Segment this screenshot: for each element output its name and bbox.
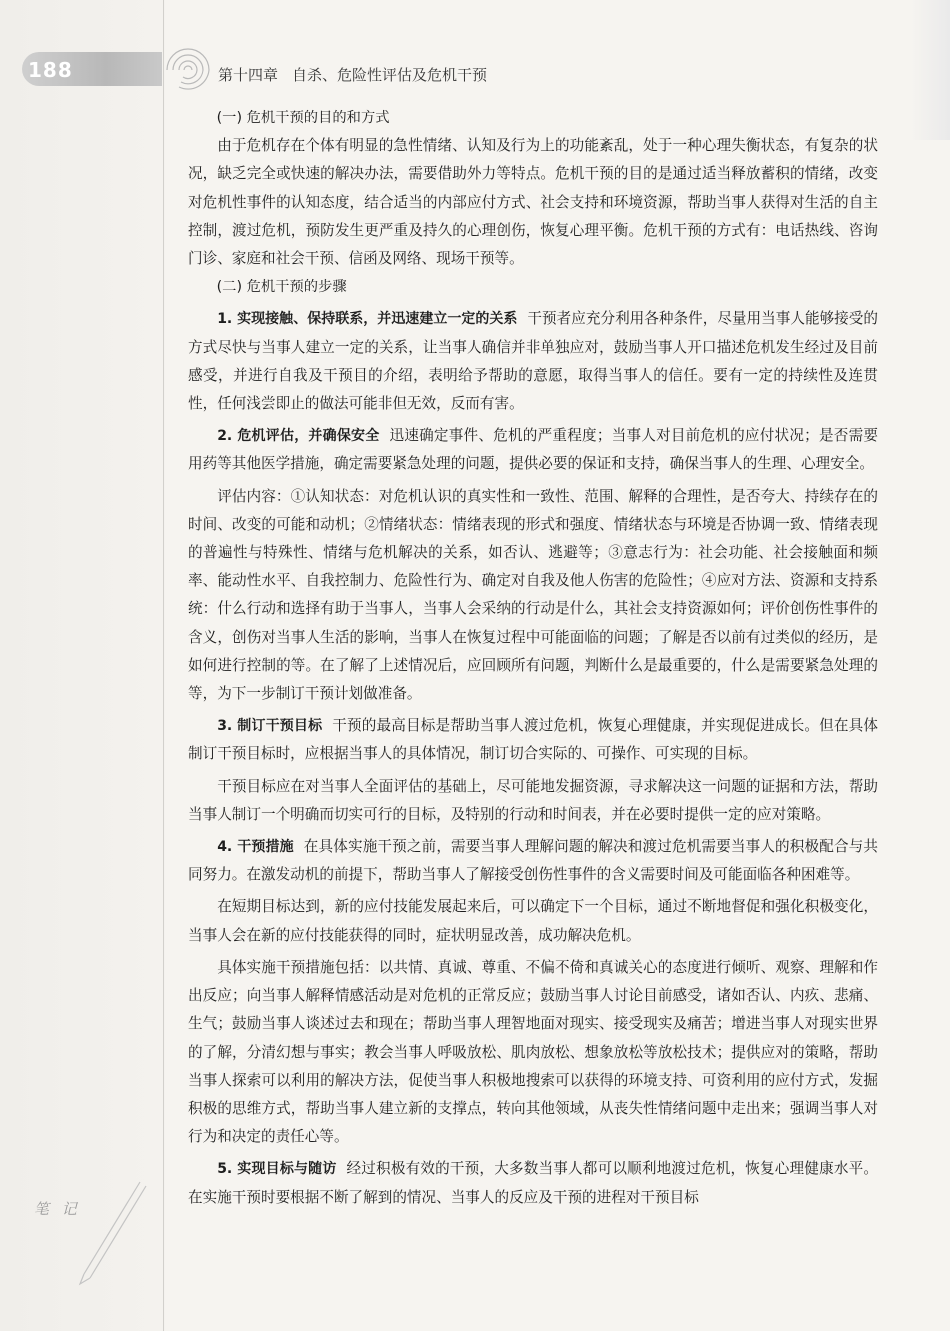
step-title: 1. 实现接触、保持联系，并迅速建立一定的关系 (217, 311, 518, 328)
step-text: 经过积极有效的干预，大多数当事人都可以顺利地渡过危机，恢复心理健康水平。在实施干预时要根据不断了解到的情况、当事人的反应及干预的进程对干预目标 (188, 1160, 878, 1206)
step-paragraph (188, 1155, 878, 1211)
step-paragraph (188, 833, 878, 889)
paragraph: 干预目标应在对当事人全面评估的基础上，尽可能地发掘资源，寻求解决这一问题的证据和方法，帮助当事人制订一个明确而切实可行的目标，及特别的行动和时间表，并在必要时提供一定的应对策略。 (188, 777, 878, 823)
step-paragraph (188, 712, 878, 768)
step-text: 在具体实施干预之前，需要当事人理解问题的解决和渡过危机需要当事人的积极配合与共同努力。在激发动机的前提下，帮助当事人了解接受创伤性事件的含义需要时间及可能面临各种困难等。 (188, 838, 878, 884)
step-title: 3. 制订干预目标 (217, 718, 323, 735)
pen-illustration-icon (70, 1178, 150, 1288)
left-margin (0, 0, 165, 1331)
step-text: 干预者应充分利用各种条件，尽量用当事人能够接受的方式尽快与当事人建立一定的关系，让当事人确信并非单独应对，鼓励当事人开口描述危机发生经过及目前感受，并进行自我及干预目的介绍，表明给予帮助的意愿，取得当事人的信任。要有一定的持续性及连贯性，任何浅尝即止的做法可能非但无效，反而有害。 (188, 310, 878, 413)
step-paragraph (188, 305, 878, 418)
step-paragraph (188, 422, 878, 478)
step-text: 干预的最高目标是帮助当事人渡过危机，恢复心理健康，并实现促进成长。但在具体制订干预目标时，应根据当事人的具体情况，制订切合实际的、可操作、可实现的目标。 (188, 717, 878, 763)
margin-divider (163, 0, 164, 1331)
running-header (218, 64, 487, 85)
step-title: 2. 危机评估，并确保安全 (217, 428, 380, 445)
paragraph: 评估内容：①认知状态：对危机认识的真实性和一致性、范围、解释的合理性，是否夸大、持续存在的时间、改变的可能和动机；②情绪状态：情绪表现的形式和强度、情绪状态与环境是否协调一致、情绪表现的普遍性与特殊性、情绪与危机解决的关系，如否认、逃避等；③意志行为：社会功能、社会接触面和频率、能动性水平、自我控制力、危险性行为、确定对自我及他人伤害的危险性；④应对方法、资源和支持系统：什么行动和选择有助于当事人，当事人会采纳的行动是什么，其社会支持资源如何；评价创伤性事件的含义，创伤对当事人生活的影响，当事人在恢复过程中可能面临的问题；了解是否以前有过类似的经历，是如何进行控制的等。在了解了上述情况后，应回顾所有问题，判断什么是最重要的，什么是需要紧急处理的等，为下一步制订干预计划做准备。 (188, 487, 878, 703)
step-text: 迅速确定事件、危机的严重程度；当事人对目前危机的应付状况；是否需要用药等其他医学措施，确定需要紧急处理的问题，提供必要的保证和支持，确保当事人的生理、心理安全。 (188, 427, 878, 473)
swirl-ornament-icon (158, 40, 218, 100)
paragraph: 由于危机存在个体有明显的急性情绪、认知及行为上的功能紊乱，处于一种心理失衡状态，有复杂的状况，缺乏完全或快速的解决办法，需要借助外力等特点。危机干预的目的是通过适当释放蓄积的情绪，改变对危机性事件的认知态度，结合适当的内部应付方式、社会支持和环境资源，帮助当事人获得对生活的自主控制，渡过危机，预防发生更严重及持久的心理创伤，恢复心理平衡。危机干预的方式有：电话热线、咨询门诊、家庭和社会干预、信函及网络、现场干预等。 (188, 137, 878, 268)
step-title: 5. 实现目标与随访 (217, 1161, 337, 1178)
paragraph: 具体实施干预措施包括：以共情、真诚、尊重、不偏不倚和真诚关心的态度进行倾听、观察、理解和作出反应；向当事人解释情感活动是对危机的正常反应；鼓励当事人讨论目前感受，诸如否认、内疚、悲痛、生气；鼓励当事人谈述过去和现在；帮助当事人理智地面对现实、接受现实及痛苦；增进当事人对现实世界的了解，分清幻想与事实；教会当事人呼吸放松、肌肉放松、想象放松等放松技术；提供应对的策略，帮助当事人探索可以利用的解决方法，促使当事人积极地搜索可以获得的环境支持、可资利用的应付方式，发掘积极的思维方式，帮助当事人建立新的支撑点，转向其他领域，从丧失性情绪问题中走出来；强调当事人对行为和决定的责任心等。 (188, 958, 878, 1146)
body-text (188, 104, 878, 1212)
page-number: 188 (28, 58, 73, 82)
section-heading: (二) 危机干预的步骤 (216, 279, 347, 296)
section-heading: (一) 危机干预的目的和方式 (216, 110, 390, 126)
step-title: 4. 干预措施 (217, 839, 294, 856)
notes-label: 笔 记 (34, 1200, 81, 1218)
chapter-number: 第十四章 (218, 66, 279, 84)
chapter-title: 自杀、危险性评估及危机干预 (292, 66, 488, 84)
paragraph: 在短期目标达到，新的应付技能发展起来后，可以确定下一个目标，通过不断地督促和强化积极变化，当事人会在新的应付技能获得的同时，症状明显改善，成功解决危机。 (188, 898, 878, 944)
page-edge-shadow (910, 0, 950, 140)
